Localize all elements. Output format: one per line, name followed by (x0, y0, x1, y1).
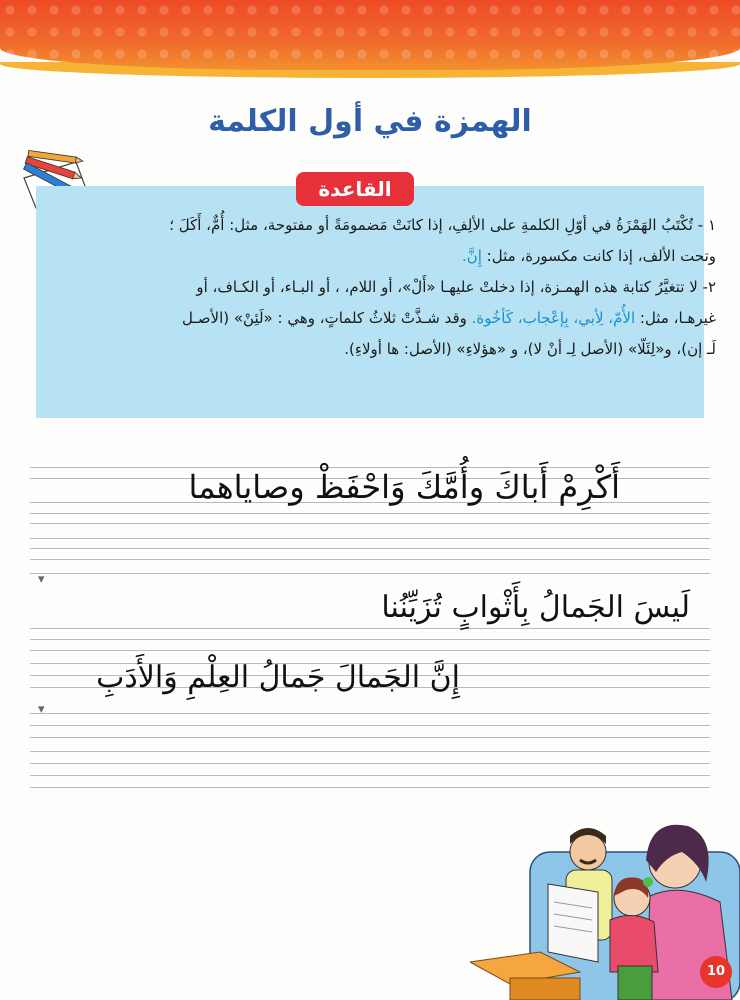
rule-line-5: لَـ إن)، و«لِئَلّا» (الأصل لِـ أنْ لا)، و «هؤلاءِ» (الأصل: ها أولاءِ). (344, 340, 716, 358)
guide-line (30, 751, 710, 752)
guide-line (30, 639, 710, 640)
rule-line-2: وتحت الألف، إذا كانت مكسورة، مثل: إِنَّ. (461, 247, 716, 265)
guide-line (30, 787, 710, 788)
guide-line (30, 763, 710, 764)
guide-line (30, 559, 710, 560)
practice-line-2: لَيسَ الجَمالُ بِأَثْوابٍ تُزَيِّنُنا (381, 590, 690, 625)
margin-tick: ▾ (38, 572, 45, 587)
guide-line (30, 737, 710, 738)
guide-line (30, 650, 710, 651)
rule-line-3: ٢- لا تتغيَّرُ كتابة هذه الهمـزة، إذا دخلتْ عليهـا «أَلْ»، أو اللام، ، أو البـاء، أو الكـاف، أو (196, 278, 716, 296)
guide-line (30, 573, 710, 574)
rule-label: القاعدة (296, 172, 414, 206)
practice-line-1: أَكْرِمْ أَباكَ وأُمَّكَ وَاحْفَظْ وصاياهما (188, 468, 620, 506)
example-word: إِنَّ. (461, 247, 482, 265)
page-title: الهمزة في أول الكلمة (208, 104, 532, 139)
guide-line (30, 513, 710, 514)
practice-line-3: إِنَّ الجَمالَ جَمالُ العِلْمِ وَالأَدَبِ (96, 660, 460, 695)
rule-text (24, 210, 716, 365)
page-number: 10 (700, 956, 732, 988)
example-words: الأُمّ، لِأبي، بِإعْجاب، كَأخُوة. (471, 309, 636, 327)
rule-line-4: غيرهـا، مثل: الأُمّ، لِأبي، بِإعْجاب، كَأخُوة. وقد شـذَّتْ ثلاثُ كلماتٍ، وهي : «لَئِنْ» (الأصـل (182, 309, 716, 327)
guide-line (30, 713, 710, 714)
guide-line (30, 538, 710, 539)
guide-line (30, 548, 710, 549)
rule-line-1: ١ - تُكْتَبُ الهَمْزَةُ في أوّلِ الكلمةِ على الألِفِ، إذا كانَتْ مَضمومَةً أو مفتوحة، مثل: أُمٌّ، أَكَلَ ؛ (169, 216, 716, 234)
guide-line (30, 628, 710, 629)
header-band (0, 0, 740, 70)
guide-line (30, 725, 710, 726)
guide-line (30, 523, 710, 524)
guide-line (30, 775, 710, 776)
margin-tick: ▾ (38, 702, 45, 717)
